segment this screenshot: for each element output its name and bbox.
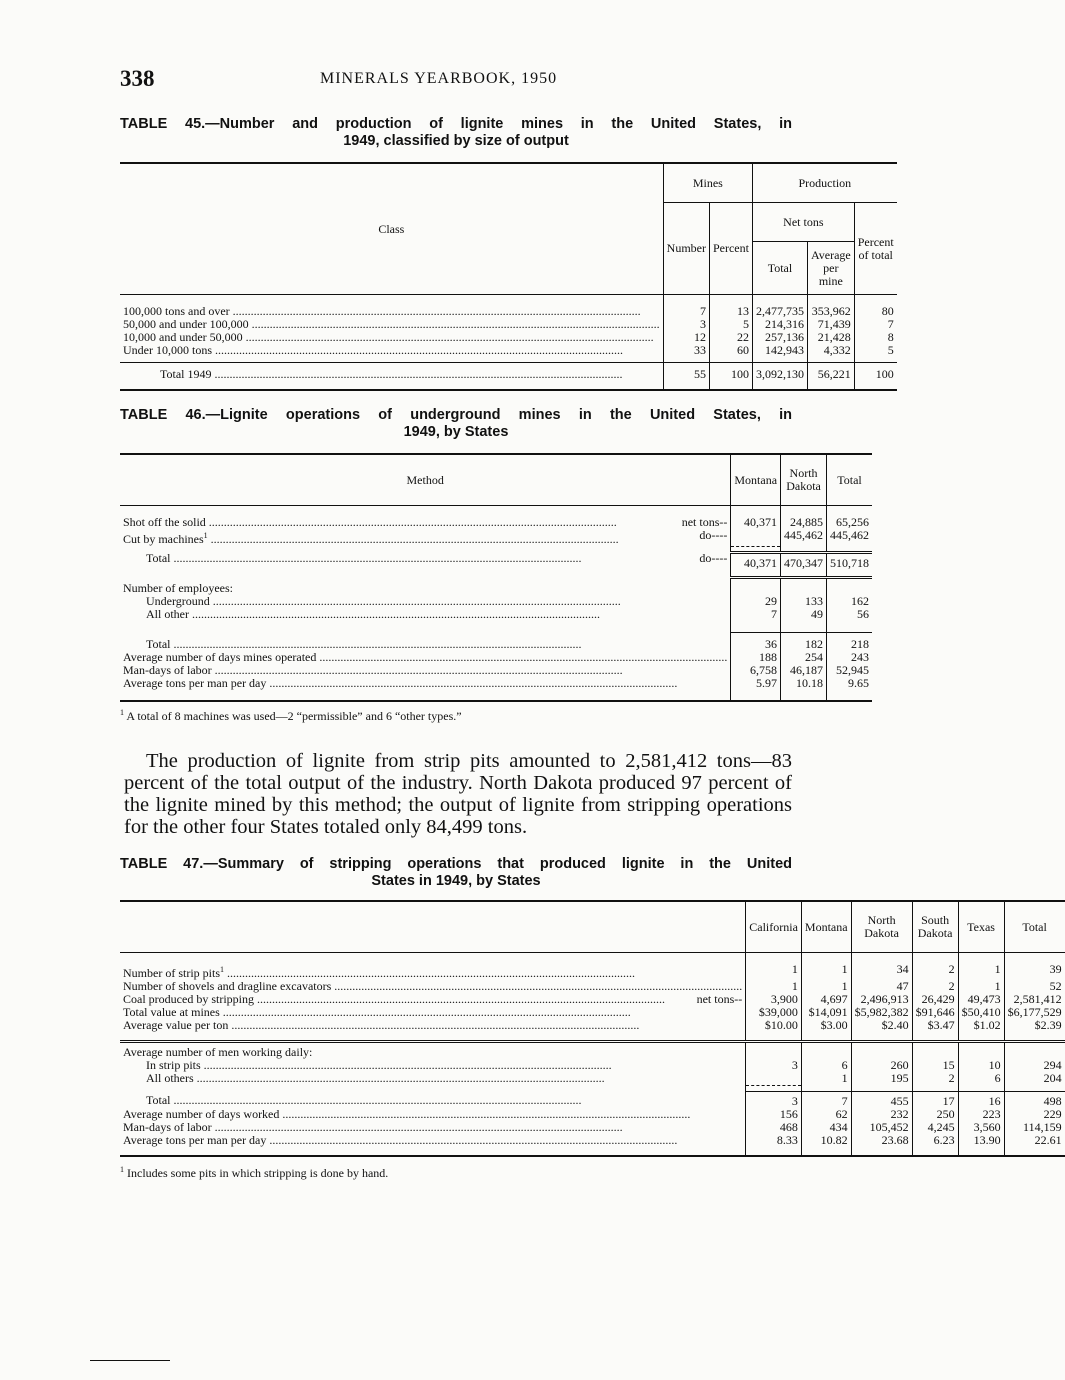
- table-row: 100,000 tons and over ..... 7 13 2,477,735 353,962 80: [120, 305, 897, 318]
- table-47-title: [120, 856, 792, 890]
- col-header-total: Total: [827, 454, 873, 506]
- table-46-title-line2: 1949, by States: [403, 424, 509, 440]
- col-header-number: Number: [663, 203, 709, 295]
- table-row: In strip pits ..... 3 6 260 15 10 294: [120, 1059, 1065, 1072]
- table-row: All others ..... 1 195 2 6 204: [120, 1072, 1065, 1085]
- table-row: 10,000 and under 50,000 ..... 12 22 257,136 21,428 8: [120, 331, 897, 344]
- table-46-title-line1: TABLE 46.—Lignite operations of underground mines in the United States, in: [120, 407, 792, 423]
- col-header-north-dakota: North Dakota: [781, 454, 827, 506]
- table-row: Average tons per man per day ..... 5.97 10.18 9.65: [120, 677, 872, 701]
- col-header-average-per-mine: Average per mine: [807, 242, 854, 295]
- table-row: Average number of days worked ..... 156 62 232 250 223 229: [120, 1108, 1065, 1121]
- table-row: Average number of men working daily:: [120, 1042, 1065, 1060]
- col-header-south-dakota: South Dakota: [912, 901, 958, 953]
- footer-rule: [90, 1360, 170, 1361]
- table-45-title-line1: TABLE 45.—Number and production of lignite mines in the United States, in: [120, 116, 792, 132]
- table-47-footnote: $^1$ Includes some pits in which stripping is done by hand.: [120, 1164, 389, 1180]
- table-row: Number of strip pits$^1$ ..... 1 1 34 2 1 39: [120, 963, 1065, 980]
- table-row: Number of shovels and dragline excavators ..... 1 1 47 2 1 52: [120, 980, 1065, 993]
- table-row: Average number of days mines operated ..... 188 254 243: [120, 651, 872, 664]
- table-row: Under 10,000 tons ..... 33 60 142,943 4,332 5: [120, 344, 897, 357]
- table-row: Total ..... 3 7 455 17 16 498: [120, 1091, 1065, 1108]
- table-row: Number of employees:: [120, 578, 872, 595]
- table-row: Shot off the solid ..... net tons -- 40,371 24,885 65,256: [120, 516, 872, 529]
- running-head: [120, 60, 792, 90]
- table-47-title-line1: TABLE 47.—Summary of stripping operations that produced lignite in the United: [120, 856, 792, 872]
- running-title: MINERALS YEARBOOK, 1950: [320, 70, 558, 87]
- table-45-title: [120, 116, 792, 150]
- col-header-net-tons: Net tons: [752, 203, 854, 242]
- page-number: 338: [120, 66, 155, 91]
- col-header-montana: Montana: [731, 454, 781, 506]
- col-header-mines: Mines: [663, 163, 752, 203]
- body-paragraph-block: [124, 750, 792, 838]
- col-header-percent: Percent: [709, 203, 752, 295]
- table-45: [120, 162, 897, 391]
- col-header-total: Total: [752, 242, 807, 295]
- col-header-montana: Montana: [801, 901, 851, 953]
- table-row: Total ..... do ---- 40,371 470,347 510,718: [120, 552, 872, 570]
- table-46-footnote: $^1$ A total of 8 machines was used—2 “permissible” and 6 “other types.”: [120, 708, 462, 723]
- col-header-production: Production: [752, 163, 896, 203]
- table-row: Cut by machines$^1$ ..... do ---- 445,462 445,462: [120, 529, 872, 546]
- table-row: Average tons per man per day ..... 8.33 10.82 23.68 6.23 13.90 22.61: [120, 1134, 1065, 1156]
- col-header-north-dakota: North Dakota: [851, 901, 912, 953]
- col-header-method: Method: [406, 472, 444, 487]
- table-row: Average value per ton ..... $10.00 $3.00 $2.40 $3.47 $1.02 $2.39: [120, 1019, 1065, 1032]
- col-header-percent-of-total: Percent of total: [854, 203, 896, 295]
- table-46: [120, 453, 872, 702]
- table-row: Total ..... 36 182 218: [120, 633, 872, 652]
- col-header-total: Total: [1004, 901, 1065, 953]
- table-46-title: [120, 407, 792, 441]
- table-row: All other ..... 7 49 56: [120, 608, 872, 621]
- table-row: Total value at mines ..... $39,000 $14,091 $5,982,382 $91,646 $50,410 $6,177,529: [120, 1006, 1065, 1019]
- table-row: 50,000 and under 100,000 ..... 3 5 214,316 71,439 7: [120, 318, 897, 331]
- table-total-row: Total 1949 ..... 55 100 3,092,130 56,221 100: [120, 363, 897, 391]
- col-header-class: Class: [120, 163, 663, 295]
- body-paragraph: The production of lignite from strip pits amounted to 2,581,412 tons—83 percent of the total output of the industry. North Dakota produced 97 percent of the lignite mined by this method; the output of lignite from stripping operations for the other four States totaled only 84,499 tons.: [124, 750, 792, 838]
- table-row: Man-days of labor ..... 468 434 105,452 4,245 3,560 114,159: [120, 1121, 1065, 1134]
- col-header-california: California: [746, 901, 802, 953]
- table-47-title-line2: States in 1949, by States: [371, 873, 541, 889]
- table-row: Man-days of labor ..... 6,758 46,187 52,945: [120, 664, 872, 677]
- table-row: Underground ..... 29 133 162: [120, 595, 872, 608]
- table-47: [120, 900, 1065, 1157]
- page: [120, 60, 1062, 1181]
- table-row: Coal produced by stripping ..... net tons -- 3,900 4,697 2,496,913 26,429 49,473 2,581,412: [120, 993, 1065, 1006]
- col-header-texas: Texas: [958, 901, 1004, 953]
- table-45-title-line2: 1949, classified by size of output: [343, 133, 569, 149]
